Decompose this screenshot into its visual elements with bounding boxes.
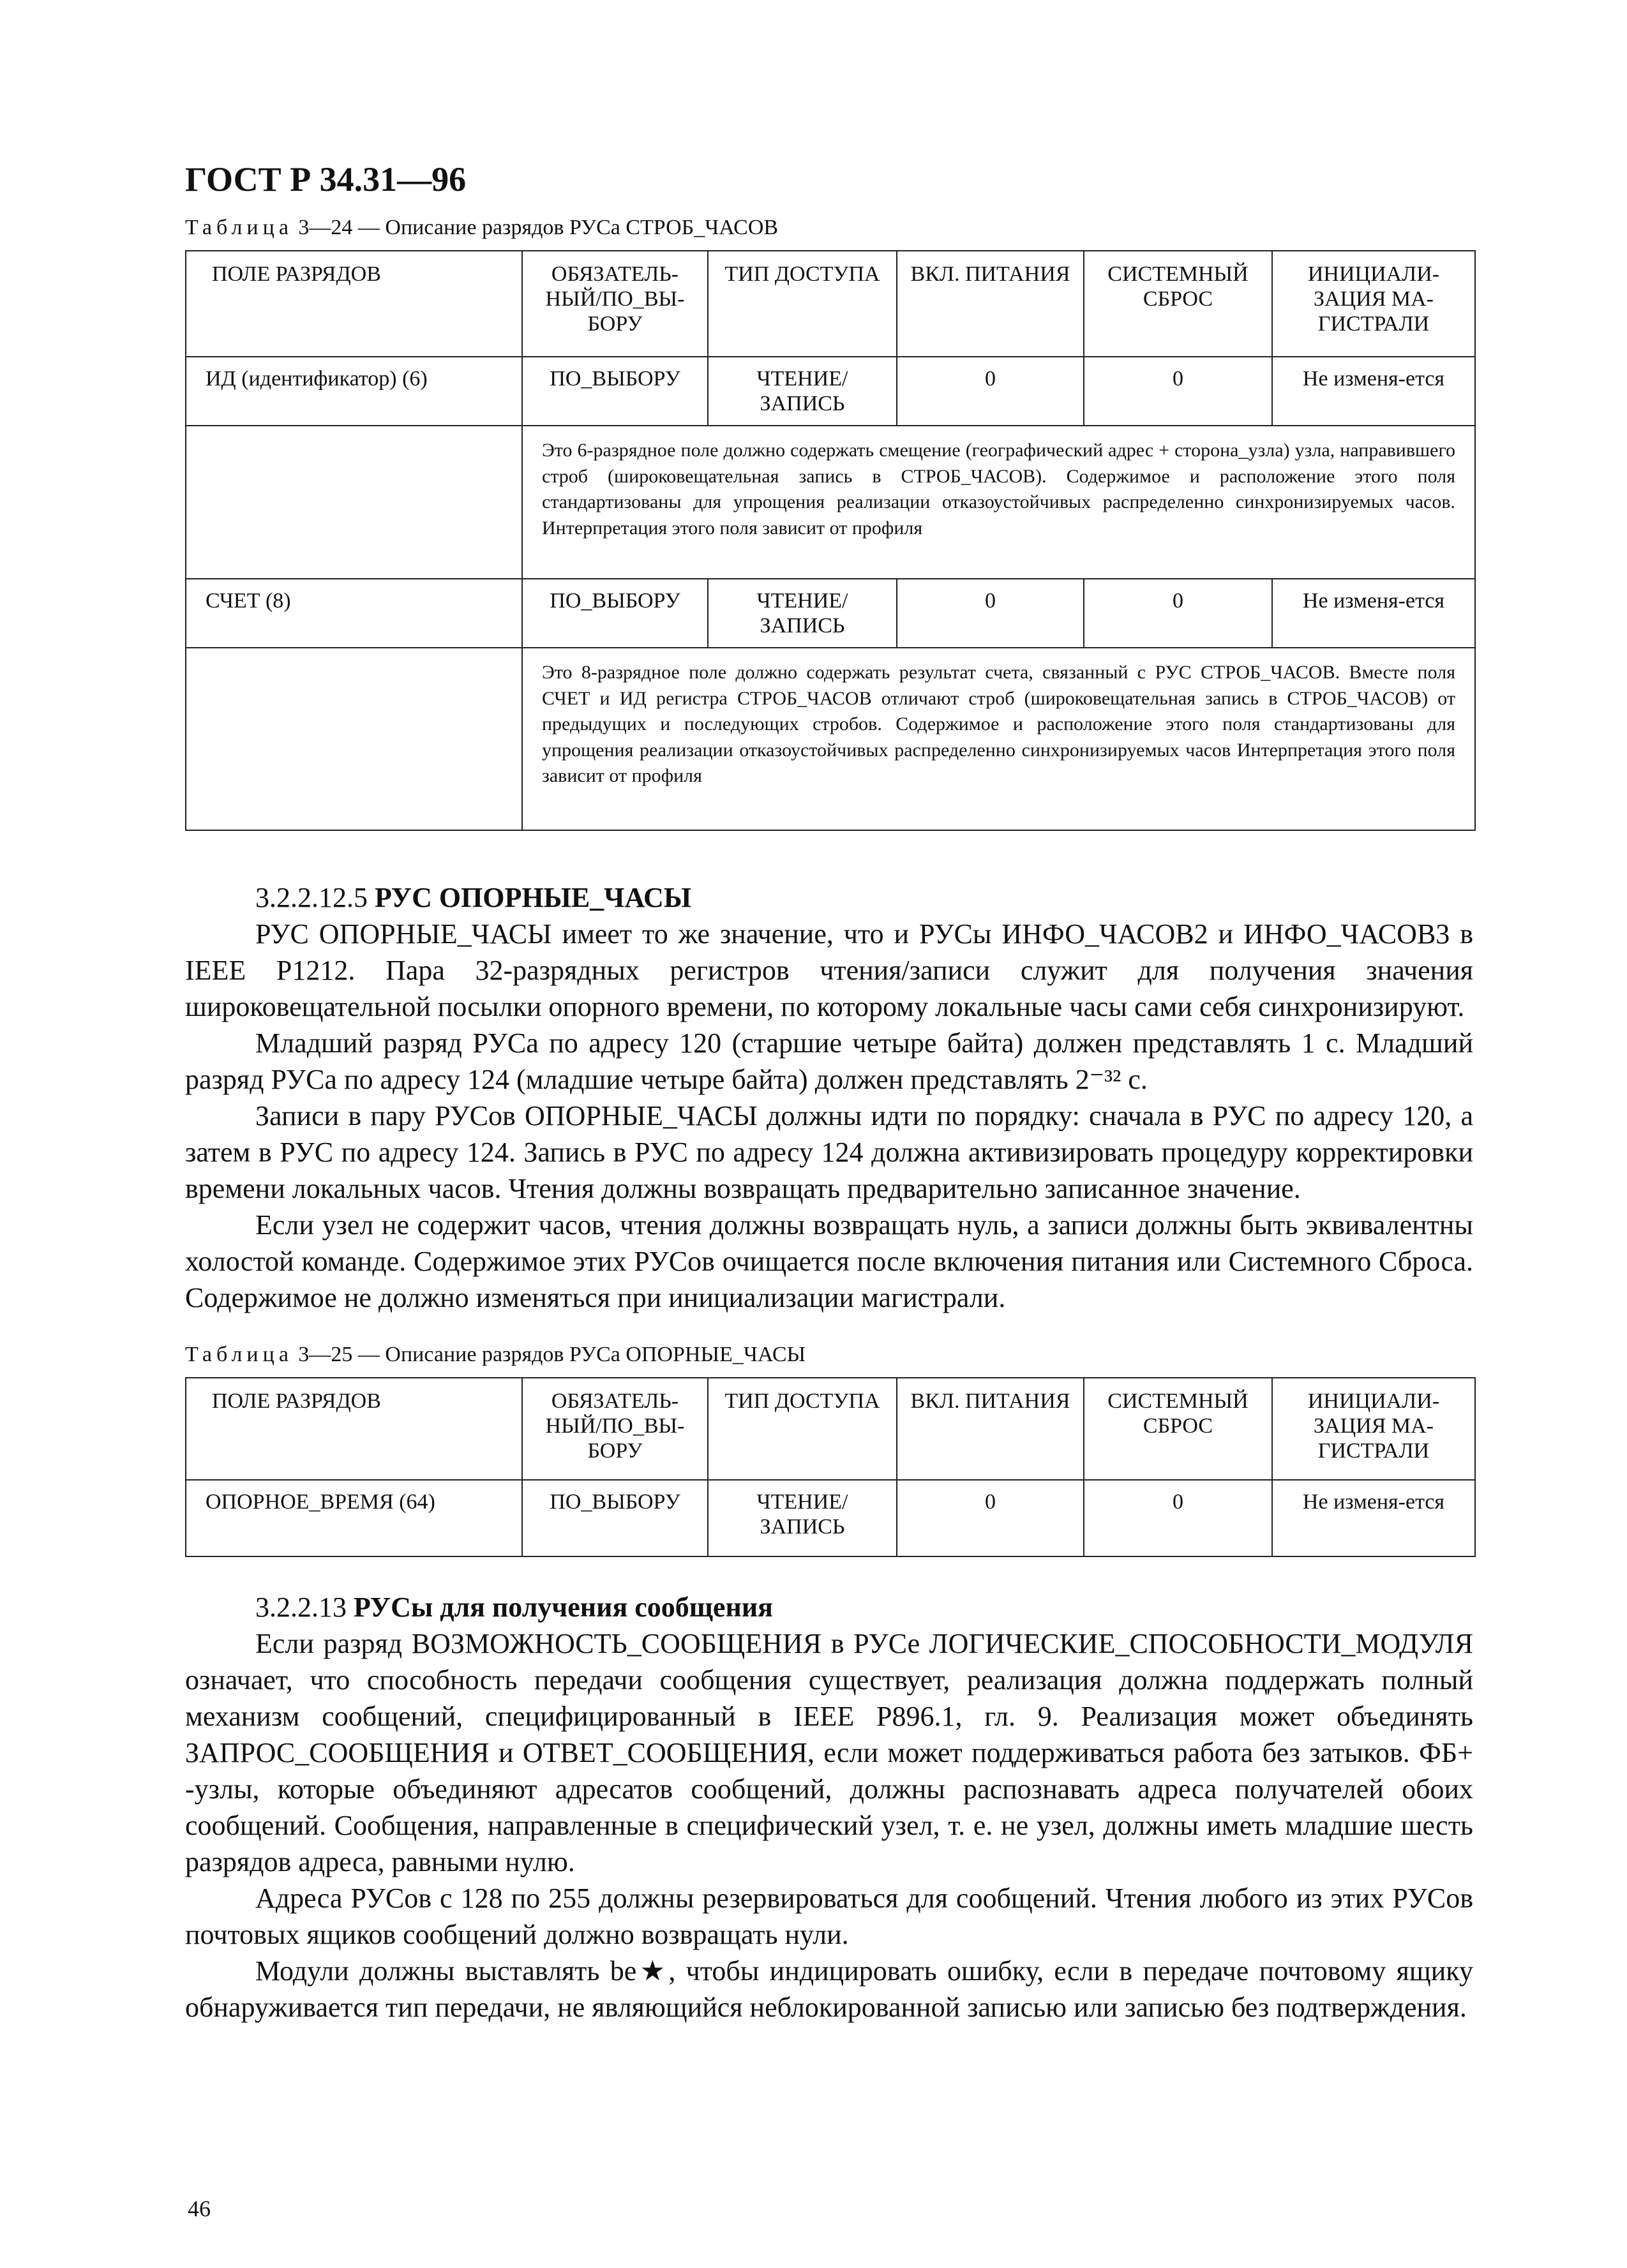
section-heading — [185, 879, 1473, 916]
paragraph: Если узел не содержит часов, чтения должны возвращать нуль, а записи должны быть эквивалентны холостой команде. Содержимое этих РУСов очищается после включения питания или Системного Сброса. Содержимое не должно изменяться при инициализации магистрали. — [185, 1209, 1473, 1313]
section-heading — [185, 1589, 1473, 1625]
section-number: 3.2.2.13 — [255, 1592, 347, 1623]
field-name: ИД (идентификатор) (6) — [186, 357, 522, 426]
power-on-value: 0 — [897, 579, 1084, 648]
paragraph: Записи в пару РУСов ОПОРНЫЕ_ЧАСЫ должны идти по порядку: сначала в РУС по адресу 120, а затем в РУС по адресу 124. Запись в РУС по адресу 124 должна активизировать процедуру корректировки времени локальных часов. Чтения должны возвращать предварительно записанное значение. — [185, 1100, 1473, 1204]
page-number: 46 — [188, 2196, 211, 2221]
system-reset-value: 0 — [1084, 579, 1272, 648]
table-row — [186, 579, 1475, 648]
table-description-row — [186, 648, 1475, 830]
paragraph: РУС ОПОРНЫЕ_ЧАСЫ имеет то же значение, что и РУСы ИНФО_ЧАСОВ2 и ИНФО_ЧАСОВ3 в IEEE P1212. Пара 32-разрядных регистров чтения/записи служит для получения значения широковещательной посылки опорного времени, по которому локальные часы сами себя синхронизируют. — [185, 918, 1473, 1022]
paragraph: Младший разряд РУСа по адресу 120 (старшие четыре байта) должен представлять 1 с. Младший разряд РУСа по адресу 124 (младшие четыре байта) должен представлять 2⁻³² с. — [185, 1027, 1473, 1095]
required-value: ПО_ВЫБОРУ — [522, 579, 708, 648]
required-value: ПО_ВЫБОРУ — [522, 1480, 708, 1556]
section-number: 3.2.2.12.5 — [255, 882, 368, 913]
table-description-row — [186, 426, 1475, 579]
col-header-system-reset: СИСТЕМНЫЙ СБРОС — [1084, 251, 1272, 357]
power-on-value: 0 — [897, 357, 1084, 426]
field-description: Это 8-разрядное поле должно содержать результат счета, связанный с РУС СТРОБ_ЧАСОВ. Вместе поля СЧЕТ и ИД регистра СТРОБ_ЧАСОВ отличают строб (широковещательная запись в СТРОБ_ЧАСОВ) от предыдущих и последующих стробов. Содержимое и расположение этого поля стандартизованы для упрощения реализации отказоустойчивых распределенно синхронизируемых часов Интерпретация этого поля зависит от профиля — [522, 648, 1475, 830]
paragraph: Если разряд ВОЗМОЖНОСТЬ_СООБЩЕНИЯ в РУСе ЛОГИЧЕСКИЕ_СПОСОБНОСТИ_МОДУЛЯ означает, что способность передачи сообщения существует, реализация должна поддержать полный механизм сообщений, специфицированный в IEEE P896.1, гл. 9. Реализация может объединять ЗАПРОС_СООБЩЕНИЯ и ОТВЕТ_СООБЩЕНИЯ, если может поддерживаться работа без затыков. ФБ+ -узлы, которые объединяют адресатов сообщений, должны распознавать адреса получателей обоих сообщений. Сообщения, направленные в специфический узел, т. е. не узел, должны иметь младшие шесть разрядов адреса, равными нулю. — [185, 1628, 1473, 1877]
table-caption-3-25 — [185, 1343, 806, 1367]
paragraph: Адреса РУСов с 128 по 255 должны резервироваться для сообщений. Чтения любого из этих РУСов почтовых ящиков сообщений должно возвращать нули. — [185, 1883, 1473, 1950]
col-header-required: ОБЯЗАТЕЛЬ-НЫЙ/ПО_ВЫ-БОРУ — [522, 251, 708, 357]
field-description: Это 6-разрядное поле должно содержать смещение (географический адрес + сторона_узла) узла, направившего строб (широковещательная запись в СТРОБ_ЧАСОВ). Содержимое и расположение этого поля стандартизованы для упрощения реализации отказоустойчивых распределенно синхронизируемых часов. Интерпретация этого поля зависит от профиля — [522, 426, 1475, 579]
empty-cell — [186, 426, 522, 579]
table-row — [186, 357, 1475, 426]
access-value: ЧТЕНИЕ/ ЗАПИСЬ — [708, 357, 897, 426]
table-caption-3-24 — [185, 216, 778, 240]
empty-cell — [186, 648, 522, 830]
col-header-required: ОБЯЗАТЕЛЬ-НЫЙ/ПО_ВЫ-БОРУ — [522, 1378, 708, 1480]
col-header-power-on: ВКЛ. ПИТАНИЯ — [897, 251, 1084, 357]
col-header-bus-init: ИНИЦИАЛИ-ЗАЦИЯ МА-ГИСТРАЛИ — [1272, 251, 1475, 357]
table-caption-text: 3—25 — Описание разрядов РУСа ОПОРНЫЕ_ЧАСЫ — [298, 1343, 806, 1366]
field-name: ОПОРНОЕ_ВРЕМЯ (64) — [186, 1480, 522, 1556]
bus-init-value: Не изменя-ется — [1272, 579, 1475, 648]
table-caption-label: Таблица — [185, 216, 293, 239]
table-header-row — [186, 1378, 1475, 1480]
table-caption-text: 3—24 — Описание разрядов РУСа СТРОБ_ЧАСОВ — [298, 216, 779, 239]
document-code: ГОСТ Р 34.31—96 — [185, 160, 467, 198]
paragraph: Модули должны выставлять be★, чтобы индицировать ошибку, если в передаче почтовому ящику обнаруживается тип передачи, не являющийся неблокированной записью или записью без подтверждения. — [185, 1955, 1473, 2023]
bus-init-value: Не изменя-ется — [1272, 357, 1475, 426]
access-value: ЧТЕНИЕ/ ЗАПИСЬ — [708, 579, 897, 648]
col-header-field: ПОЛЕ РАЗРЯДОВ — [186, 251, 522, 357]
col-header-system-reset: СИСТЕМНЫЙ СБРОС — [1084, 1378, 1272, 1480]
col-header-access: ТИП ДОСТУПА — [708, 1378, 897, 1480]
system-reset-value: 0 — [1084, 357, 1272, 426]
field-name: СЧЕТ (8) — [186, 579, 522, 648]
col-header-access: ТИП ДОСТУПА — [708, 251, 897, 357]
power-on-value: 0 — [897, 1480, 1084, 1556]
system-reset-value: 0 — [1084, 1480, 1272, 1556]
section-title: РУС ОПОРНЫЕ_ЧАСЫ — [375, 882, 692, 913]
section-title: РУСы для получения сообщения — [354, 1592, 773, 1623]
access-value: ЧТЕНИЕ/ ЗАПИСЬ — [708, 1480, 897, 1556]
table-row — [186, 1480, 1475, 1556]
col-header-field: ПОЛЕ РАЗРЯДОВ — [186, 1378, 522, 1480]
required-value: ПО_ВЫБОРУ — [522, 357, 708, 426]
table-header-row — [186, 251, 1475, 357]
table-caption-label: Таблица — [185, 1343, 293, 1366]
section-opornye-chasy — [185, 879, 1473, 1316]
table-strob-chasov — [185, 250, 1476, 831]
col-header-power-on: ВКЛ. ПИТАНИЯ — [897, 1378, 1084, 1480]
table-opornye-chasy — [185, 1377, 1476, 1557]
bus-init-value: Не изменя-ется — [1272, 1480, 1475, 1556]
col-header-bus-init: ИНИЦИАЛИ-ЗАЦИЯ МА-ГИСТРАЛИ — [1272, 1378, 1475, 1480]
section-message-rus — [185, 1589, 1473, 2026]
